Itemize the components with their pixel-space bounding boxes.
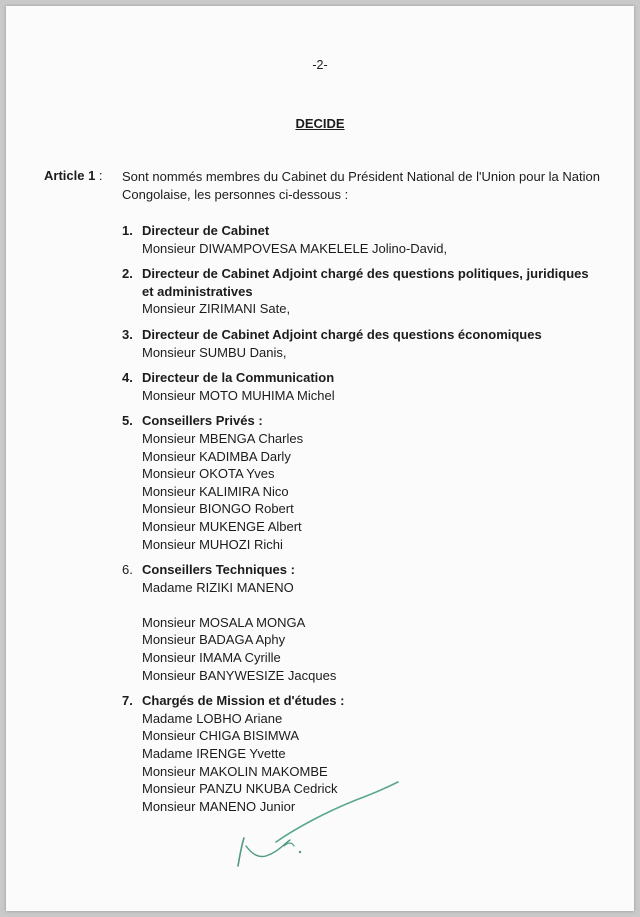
item-body <box>142 222 602 257</box>
item-body <box>142 412 602 553</box>
appointee-name: Monsieur PANZU NKUBA Cedrick <box>142 781 338 797</box>
item-body <box>142 369 602 404</box>
appointee-name: Madame RIZIKI MANENO <box>142 579 294 595</box>
appointee-name: Monsieur CHIGA BISIMWA <box>142 728 299 744</box>
appointee-name: Monsieur KALIMIRA Nico <box>142 483 289 499</box>
article-label-colon: : <box>95 168 103 183</box>
appointee-name: Monsieur MAKOLIN MAKOMBE <box>142 763 328 779</box>
item-number: 2. <box>122 266 133 282</box>
appointee-name: Monsieur BADAGA Aphy <box>142 632 286 648</box>
article-label <box>44 168 103 183</box>
list-item <box>122 222 602 257</box>
appointee-name: Monsieur IMAMA Cyrille <box>142 650 281 666</box>
page-number: -2- <box>312 58 328 72</box>
item-number: 4. <box>122 370 133 386</box>
blank-line <box>142 596 602 614</box>
document-page <box>6 6 634 911</box>
position-title: Directeur de Cabinet Adjoint chargé des questions politiques, juridiques et administratives <box>142 266 589 299</box>
item-number: 6. <box>122 562 133 578</box>
handwritten-signature <box>226 776 406 876</box>
item-body <box>142 561 602 684</box>
article-label-text: Article 1 <box>44 168 96 183</box>
position-title: Directeur de la Communication <box>142 370 335 386</box>
item-body <box>142 265 602 318</box>
appointee-name: Monsieur MANENO Junior <box>142 798 296 814</box>
appointee-name: Monsieur KADIMBA Darly <box>142 448 291 464</box>
position-title: Directeur de Cabinet <box>142 223 270 238</box>
list-item <box>122 369 602 404</box>
list-item <box>122 265 602 318</box>
appointee-name: Monsieur MOTO MUHIMA Michel <box>142 387 335 403</box>
appointee-name: Madame LOBHO Ariane <box>142 710 283 726</box>
article-text: Sont nommés membres du Cabinet du Président National de l'Union pour la Nation Congolaise, les personnes ci-dessous : <box>122 169 600 202</box>
item-number: 7. <box>122 693 133 709</box>
appointee-name: Monsieur MUKENGE Albert <box>142 518 302 534</box>
item-number: 1. <box>122 223 133 238</box>
position-title: Conseillers Privés : <box>142 413 263 429</box>
item-number: 5. <box>122 413 133 429</box>
list-item <box>122 412 602 553</box>
item-number: 3. <box>122 326 133 342</box>
appointee-name: Monsieur MUHOZI Richi <box>142 536 283 552</box>
item-body <box>142 326 602 361</box>
appointee-name: Monsieur MOSALA MONGA <box>142 614 306 630</box>
appointee-name: Monsieur BANYWESIZE Jacques <box>142 667 337 683</box>
decision-heading: DECIDE <box>295 116 345 131</box>
appointee-name: Monsieur OKOTA Yves <box>142 466 275 482</box>
position-title: Chargés de Mission et d'études : <box>142 693 345 709</box>
list-item <box>122 326 602 361</box>
appointee-name: Monsieur SUMBU Danis, <box>142 344 287 360</box>
position-title: Directeur de Cabinet Adjoint chargé des questions économiques <box>142 326 542 342</box>
appointee-name: Madame IRENGE Yvette <box>142 746 286 762</box>
appointee-name: Monsieur DIWAMPOVESA MAKELELE Jolino-David, <box>142 240 448 256</box>
appointee-name: Monsieur BIONGO Robert <box>142 501 294 517</box>
position-title: Conseillers Techniques : <box>142 562 295 578</box>
list-item <box>122 561 602 684</box>
appointment-list <box>122 222 602 823</box>
appointee-name: Monsieur MBENGA Charles <box>142 430 304 446</box>
appointee-name: Monsieur ZIRIMANI Sate, <box>142 301 291 317</box>
